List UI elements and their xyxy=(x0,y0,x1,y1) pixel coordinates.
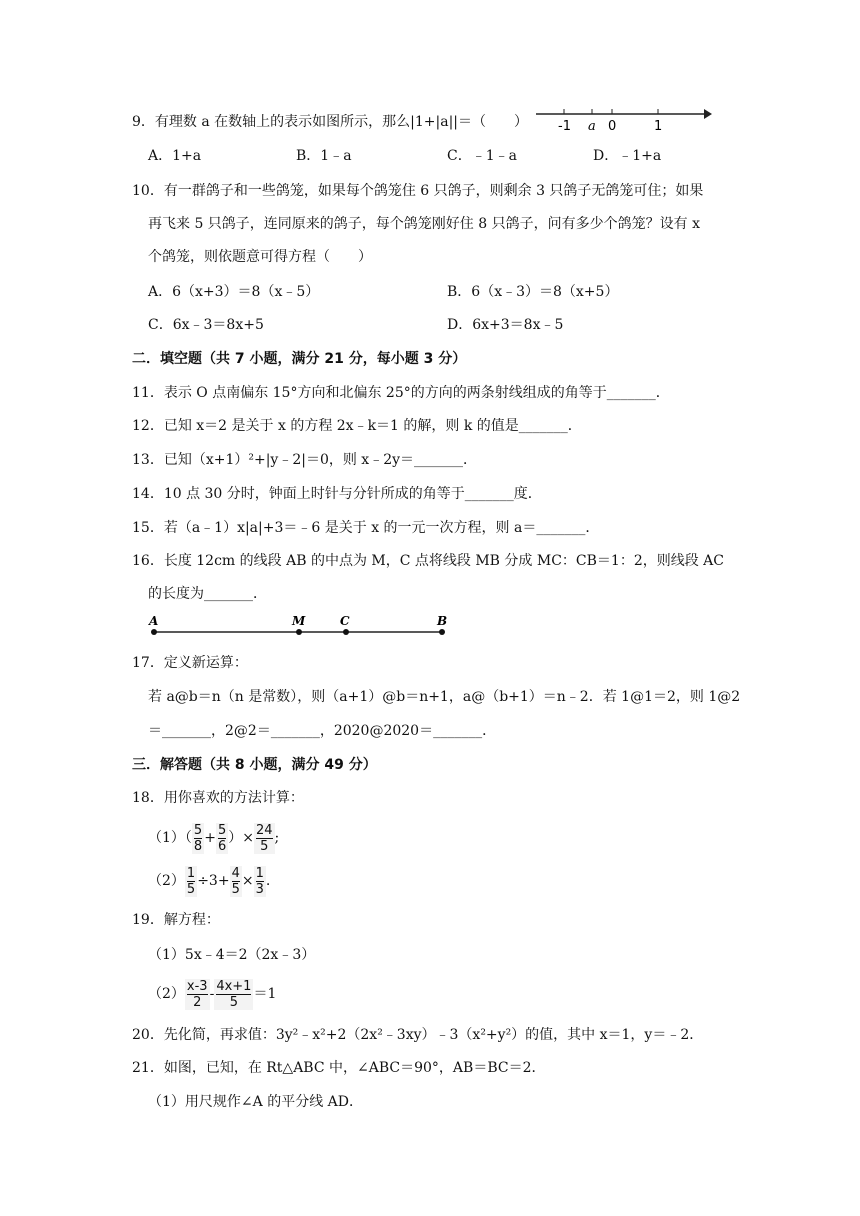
segment-figure xyxy=(146,612,451,640)
q10-line-2: 再飞来 5 只鸽子，连同原来的鸽子，每个鸽笼刚好住 8 只鸽子，问有多少个鸽笼？设有 x xyxy=(148,216,700,232)
q10-option-d: D．6x+3＝8x﹣5 xyxy=(447,317,564,333)
q19-part-2: （2） $\frac{x-3}{2}$ - $\frac{4x+1}{5}$ ＝1 xyxy=(148,978,277,1010)
q17-line-3: ＝_______，2@2＝_______，2020@2020＝_______． xyxy=(148,723,497,739)
fraction-4x-1-over-5: $\frac{4x+1}{5}$ xyxy=(216,978,252,1010)
q20-text: 20．先化简，再求值：3y²﹣x²+2（2x²﹣3xy）﹣3（x²+y²）的值，其中 x＝1，y＝﹣2． xyxy=(132,1027,704,1043)
q18-part-2: （2） $\frac{1}{5}$ ÷3+ $\frac{4}{5}$ × $\frac{1}{3}$ . xyxy=(148,865,271,897)
q10-line-3: 个鸽笼，则依题意可得方程（ ） xyxy=(148,249,372,265)
fraction-x-3-over-2: $\frac{x-3}{2}$ xyxy=(186,978,208,1010)
fraction-1-3: $\frac{1}{3}$ xyxy=(255,865,264,897)
fraction-1-5: $\frac{1}{5}$ xyxy=(186,865,196,897)
tick-label-neg1: -1 xyxy=(558,119,571,134)
point-m xyxy=(296,629,302,635)
q11-text: 11．表示 O 点南偏东 15°方向和北偏东 25°的方向的两条射线组成的角等于_______． xyxy=(132,385,670,401)
q14-text: 14．10 点 30 分时，钟面上时针与分针所成的角等于_______度． xyxy=(132,486,542,502)
section-3-heading: 三．解答题（共 8 小题，满分 49 分） xyxy=(132,757,377,773)
q17-line-2: 若 a@b＝n（n 是常数），则（a+1）@b＝n+1，a@（b+1）＝n﹣2．若 1@1＝2，则 1@2 xyxy=(148,689,741,705)
number-line-figure xyxy=(532,104,712,134)
tick-label-1: 1 xyxy=(654,119,663,134)
fraction-24-5: $\frac{24}{5}$ xyxy=(255,822,273,854)
fraction-5-8: $\frac{5}{8}$ xyxy=(193,822,203,854)
q10-option-a: A．6（x+3）＝8（x﹣5） xyxy=(148,284,320,300)
point-a xyxy=(151,629,157,635)
point-b xyxy=(439,629,445,635)
tick-label-0: 0 xyxy=(608,119,617,134)
fraction-4-5: $\frac{4}{5}$ xyxy=(231,865,240,897)
q13-text: 13．已知（x+1）²+|y﹣2|＝0，则 x﹣2y＝_______． xyxy=(132,452,478,468)
q19-title: 19．解方程： xyxy=(132,912,220,928)
q18-p1-label: （1）（ xyxy=(148,830,192,846)
q17-line-1: 17．定义新运算： xyxy=(132,655,248,671)
q15-text: 15．若（a﹣1）x|a|+3＝﹣6 是关于 x 的一元一次方程，则 a＝_______． xyxy=(132,520,600,536)
section-2-heading: 二．填空题（共 7 小题，满分 21 分，每小题 3 分） xyxy=(132,351,467,367)
q21-line-2: （1）用尺规作∠A 的平分线 AD． xyxy=(148,1094,363,1110)
q10-line-1: 10．有一群鸽子和一些鸽笼，如果每个鸽笼住 6 只鸽子，则剩余 3 只鸽子无鸽笼可住；如果 xyxy=(132,183,704,199)
q16-line-2: 的长度为_______． xyxy=(148,586,267,602)
point-label-b: B xyxy=(437,614,448,628)
q9-option-c: C．﹣1﹣a xyxy=(447,148,517,164)
point-label-c: C xyxy=(340,614,350,628)
q18-p2-label: （2） xyxy=(148,873,185,889)
q10-option-b: B．6（x﹣3）＝8（x+5） xyxy=(447,284,619,300)
q9-option-a: A．1+a xyxy=(148,148,202,164)
q18-title: 18．用你喜欢的方法计算： xyxy=(132,790,304,806)
q9-option-b: B．1﹣a xyxy=(296,148,352,164)
tick-label-a: a xyxy=(588,119,596,134)
q18-part-1: （1）（ $\frac{5}{8}$ + $\frac{5}{6}$ ）× $\frac{24}{5}$ ; xyxy=(148,822,280,854)
q9-text: 9．有理数 a 在数轴上的表示如图所示，那么|1+|a||＝（ ） xyxy=(132,114,529,130)
point-label-m: M xyxy=(292,614,306,628)
point-label-a: A xyxy=(149,614,159,628)
q19-part-1: （1）5x﹣4＝2（2x﹣3） xyxy=(148,947,316,963)
number-line-arrow xyxy=(704,109,712,119)
q19-p2-label: （2） xyxy=(148,986,185,1002)
point-c xyxy=(343,629,349,635)
q10-option-c: C．6x﹣3＝8x+5 xyxy=(148,317,264,333)
fraction-5-6: $\frac{5}{6}$ xyxy=(217,822,227,854)
q9-option-d: D．﹣1+a xyxy=(593,148,662,164)
q21-line-1: 21．如图，已知，在 Rt△ABC 中，∠ABC＝90°，AB＝BC＝2． xyxy=(132,1060,546,1076)
q16-line-1: 16．长度 12cm 的线段 AB 的中点为 M，C 点将线段 MB 分成 MC：CB＝1：2，则线段 AC xyxy=(132,553,724,569)
q12-text: 12．已知 x＝2 是关于 x 的方程 2x﹣k＝1 的解，则 k 的值是_______． xyxy=(132,418,582,434)
